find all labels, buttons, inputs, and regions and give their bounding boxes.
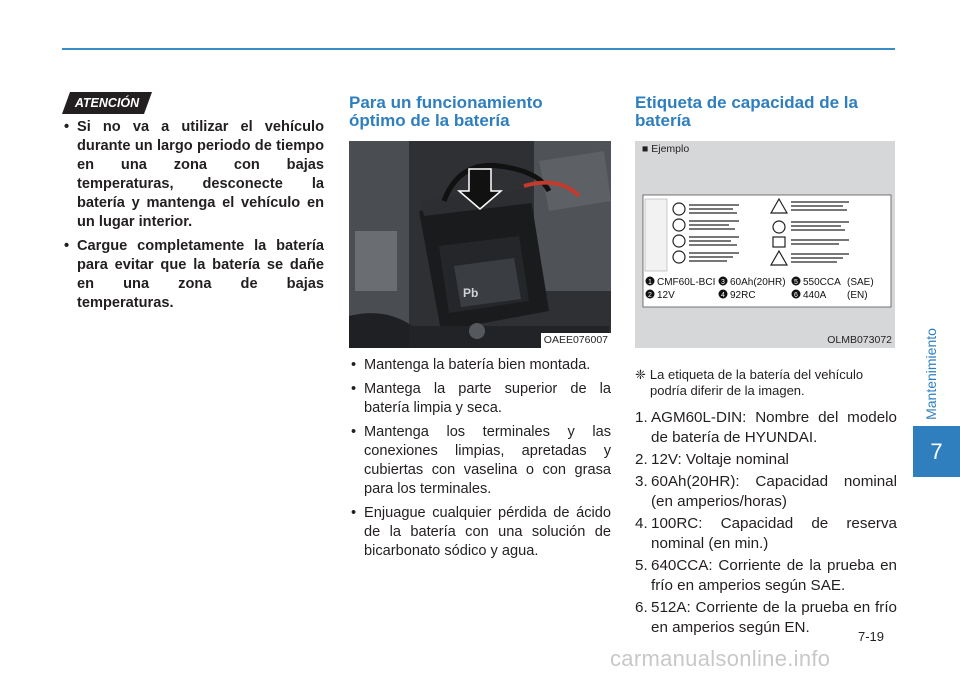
watermark: carmanualsonline.info bbox=[610, 646, 831, 671]
item-text: 512A: Corriente de la prueba en frío en amperios según EN. bbox=[651, 599, 897, 636]
label-value: (SAE) bbox=[847, 277, 874, 288]
battery-care-item: • Mantega la parte superior de la batería limpia y seca. bbox=[349, 380, 611, 418]
item-text: 60Ah(20HR): Capacidad nominal (en amperios/horas) bbox=[651, 473, 897, 510]
photo-code: OAEE076007 bbox=[541, 333, 611, 348]
battery-care-item: • Enjuague cualquier pérdida de ácido de la batería con una solución de bicarbonato sódico y agua. bbox=[349, 504, 611, 561]
item-text: 100RC: Capacidad de reserva nominal (en min.) bbox=[651, 515, 897, 552]
item-number: 6. bbox=[635, 599, 648, 616]
item-text: AGM60L-DIN: Nombre del modelo de batería de HYUNDAI. bbox=[651, 409, 897, 446]
label-num: 5 bbox=[794, 279, 798, 286]
side-section-label bbox=[921, 324, 941, 424]
chapter-tab: 7 bbox=[913, 426, 960, 477]
attention-badge-text: ATENCIÓN bbox=[74, 96, 140, 110]
item-text: 12V: Voltaje nominal bbox=[651, 451, 789, 468]
label-items-list bbox=[635, 408, 897, 640]
label-num: 4 bbox=[721, 292, 725, 299]
battery-care-heading bbox=[349, 94, 611, 130]
label-note bbox=[635, 367, 897, 399]
note-mark: ❈ bbox=[635, 367, 646, 382]
label-item bbox=[635, 514, 897, 554]
label-value: 92RC bbox=[730, 290, 756, 301]
item-number: 1. bbox=[635, 409, 648, 426]
item-number: 4. bbox=[635, 515, 648, 532]
battery-care-list bbox=[349, 356, 611, 566]
attention-item: • Cargue completamente la batería para evitar que la batería se dañe en una zona de bajas temperaturas. bbox=[62, 237, 324, 313]
item-number: 5. bbox=[635, 557, 648, 574]
battery-illustration bbox=[349, 141, 611, 348]
heading-line: óptimo de la batería bbox=[349, 111, 510, 130]
label-item bbox=[635, 472, 897, 512]
note-text: podría diferir de la imagen. bbox=[650, 383, 805, 398]
battery-care-item: • Mantenga la batería bien montada. bbox=[349, 356, 611, 375]
label-num: 6 bbox=[794, 292, 798, 299]
battery-brand-text: Pb bbox=[463, 286, 479, 300]
note-text: La etiqueta de la batería del vehículo bbox=[649, 367, 864, 382]
side-section-text: Mantenimiento bbox=[923, 328, 939, 420]
battery-label-heading bbox=[635, 94, 897, 130]
battery-label-figure bbox=[635, 141, 895, 348]
item-text: 640CCA: Corriente de la prueba en frío en amperios según SAE. bbox=[651, 557, 897, 594]
item-number: 2. bbox=[635, 451, 648, 468]
label-item bbox=[635, 408, 897, 448]
label-value: (EN) bbox=[847, 290, 868, 301]
battery-care-item: • Mantenga los terminales y las conexiones limpias, apretadas y cubiertas con vaselina o con grasa para los terminales. bbox=[349, 423, 611, 499]
battery-label-illustration bbox=[635, 141, 895, 348]
label-value: 440A bbox=[803, 290, 827, 301]
attention-list bbox=[62, 118, 324, 318]
label-value: CMF60L-BCI bbox=[657, 277, 716, 288]
label-num: 3 bbox=[721, 279, 725, 286]
figure-code: OLMB073072 bbox=[827, 334, 892, 346]
page-number: 7-19 bbox=[858, 629, 885, 644]
heading-line: Etiqueta de capacidad de la bbox=[635, 93, 858, 112]
item-number: 3. bbox=[635, 473, 648, 490]
label-num: 1 bbox=[648, 279, 652, 286]
heading-line: Para un funcionamiento bbox=[349, 93, 543, 112]
label-num: 2 bbox=[648, 292, 652, 299]
battery-photo bbox=[349, 141, 611, 348]
example-label: ■ Ejemplo bbox=[642, 143, 690, 155]
attention-badge bbox=[62, 92, 152, 114]
heading-line: batería bbox=[635, 111, 691, 130]
top-rule bbox=[62, 48, 895, 50]
label-item bbox=[635, 450, 897, 470]
label-value: 60Ah(20HR) bbox=[730, 277, 786, 288]
label-value: 12V bbox=[657, 290, 675, 301]
label-item bbox=[635, 556, 897, 596]
label-value: 550CCA bbox=[803, 277, 841, 288]
attention-item: • Si no va a utilizar el vehículo durante un largo periodo de tiempo en una zona con bajas temperaturas, desconecte la batería y mantenga el vehículo en un lugar interior. bbox=[62, 118, 324, 232]
